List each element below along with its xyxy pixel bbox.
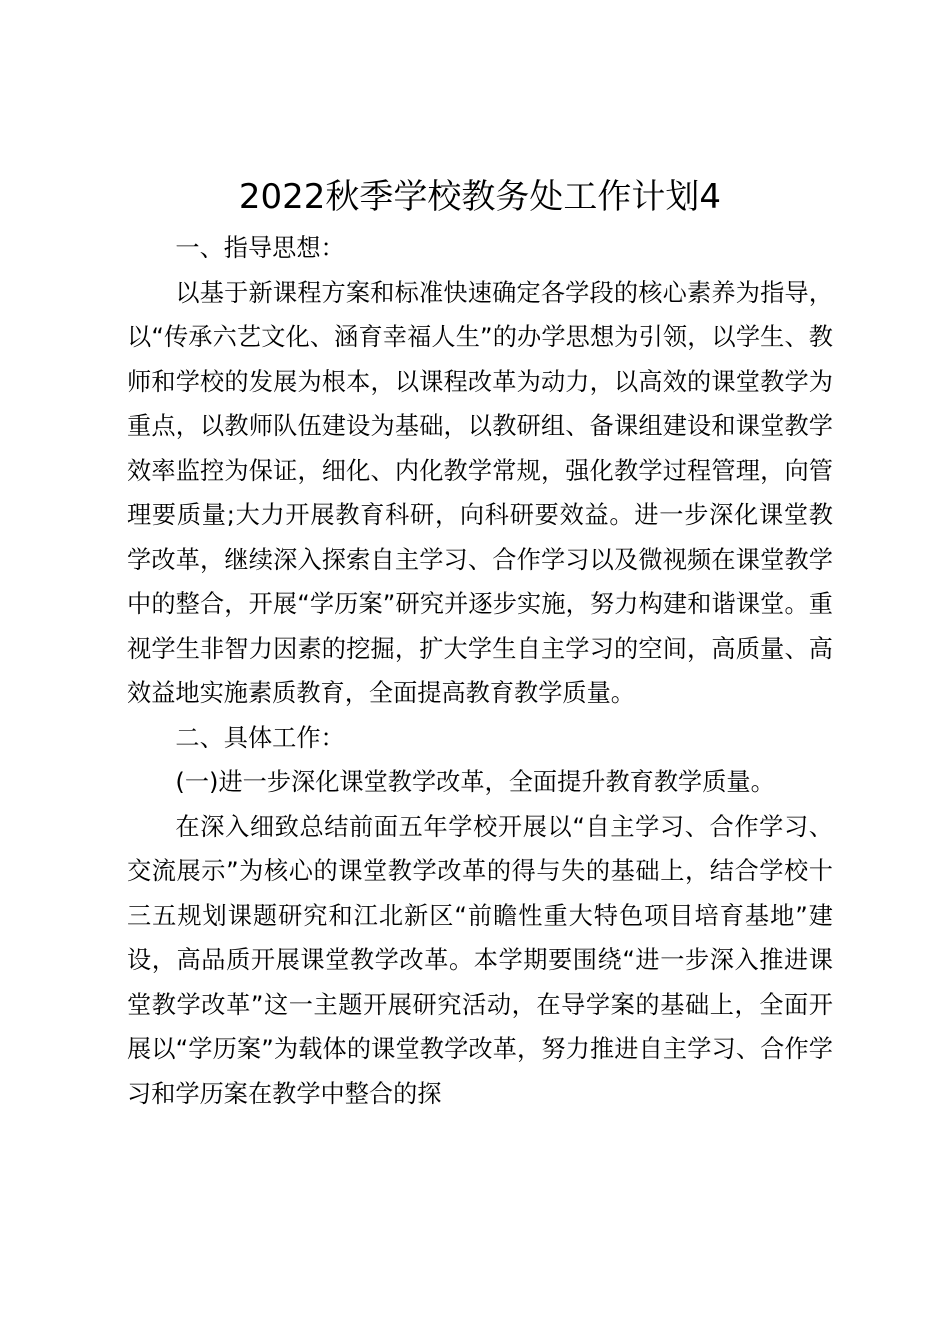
paragraph-guiding-ideology: 以基于新课程方案和标准快速确定各学段的核心素养为指导，以“传承六艺文化、涵育幸福人生”的办学思想为引领，以学生、教师和学校的发展为根本，以课程改革为动力，以高效的课堂教学为重点，以教师队伍建设为基础，以教研组、备课组建设和课堂教学效率监控为保证，细化、内化教学常规，强化教学过程管理，向管理要质量;大力开展教育科研，向科研要效益。进一步深化课堂教学改革，继续深入探索自主学习、合作学习以及微视频在课堂教学中的整合，开展“学历案”研究并逐步实施，努力构建和谐课堂。重视学生非智力因素的挖掘，扩大学生自主学习的空间，高质量、高效益地实施素质教育，全面提高教育教学质量。: [127, 278, 833, 707]
document-body: [127, 226, 833, 1116]
document-title: 2022秋季学校教务处工作计划4: [238, 177, 722, 217]
section-heading-guiding-ideology: 一、指导思想：: [175, 234, 345, 262]
subsection-heading-classroom-reform: (一)进一步深化课堂教学改革，全面提升教育教学质量。: [175, 768, 775, 796]
section-heading-specific-work: 二、具体工作：: [175, 723, 345, 752]
paragraph-classroom-reform: 在深入细致总结前面五年学校开展以“自主学习、合作学习、交流展示”为核心的课堂教学改革的得与失的基础上，结合学校十三五规划课题研究和江北新区“前瞻性重大特色项目培育基地”建设，高品质开展课堂教学改革。本学期要围绕“进一步深入推进课堂教学改革”这一主题开展研究活动，在导学案的基础上，全面开展以“学历案”为载体的课堂教学改革，努力推进自主学习、合作学习和学历案在教学中整合的探: [127, 812, 833, 1108]
